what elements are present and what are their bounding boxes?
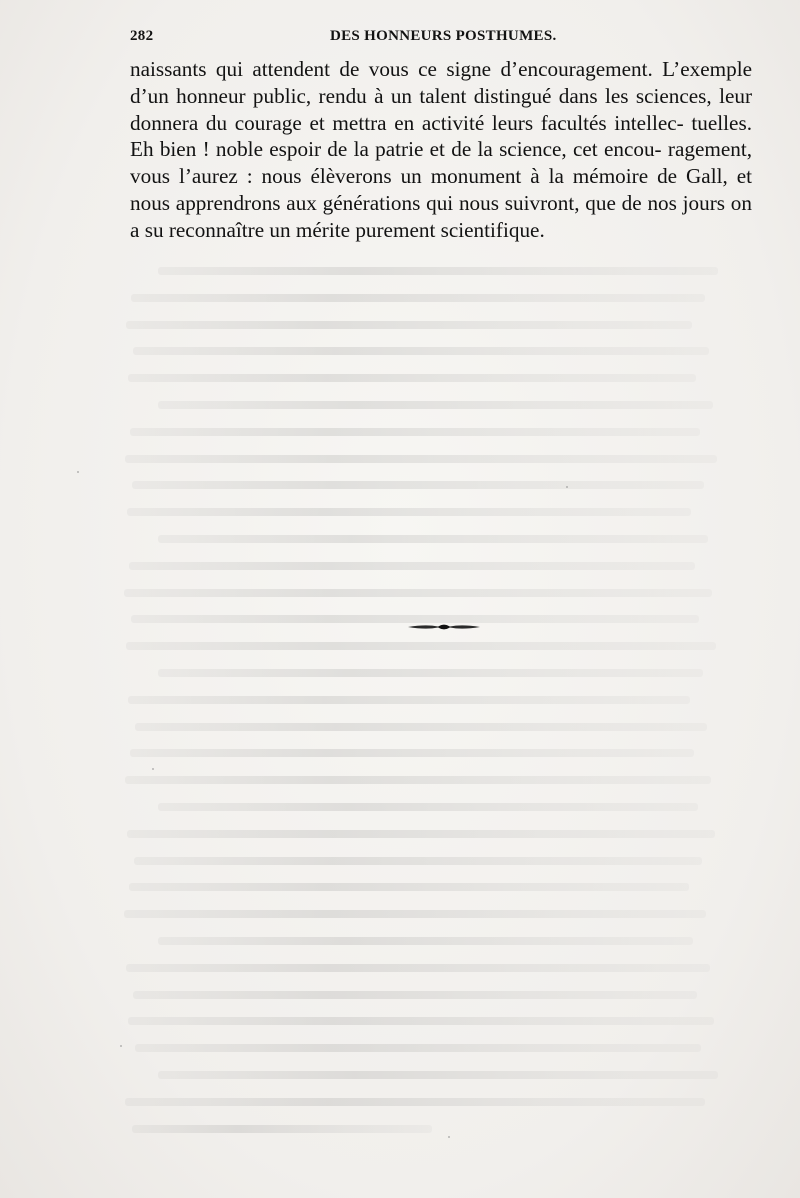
show-through-line [135,1044,701,1052]
paper-speck [448,1136,450,1138]
show-through-line [125,776,711,784]
show-through-line [158,535,708,543]
show-through-line [132,1125,432,1133]
paper-speck [120,1045,122,1047]
text-line: ragement, vous l’aurez : nous élèverons un monument à la mémoire [130,137,753,189]
section-divider-ornament-icon [408,622,480,632]
show-through-line [124,589,712,597]
paper-speck [77,471,79,473]
show-through-line [158,803,698,811]
show-through-line [129,883,689,891]
text-line: de Gall, et nous apprendrons aux générations qui nous suivront, que [130,164,752,215]
page-number: 282 [130,28,154,44]
text-line: leur donnera du courage et mettra en activité leurs facultés intellec- [130,83,753,135]
show-through-line [126,964,710,972]
show-through-line [130,428,700,436]
show-through-line [158,267,718,275]
show-through-line [132,481,704,489]
show-through-line [126,642,716,650]
text-line: de nos jours on a su reconnaître un mérite purement scientifique. [130,190,752,242]
show-through-line [128,1017,714,1025]
show-through-line [158,1071,718,1079]
show-through-line [124,910,706,918]
show-through-line [130,749,694,757]
running-title: DES HONNEURS POSTHUMES. [330,28,557,44]
show-through-line [126,321,692,329]
show-through-line [158,401,713,409]
show-through-line [127,830,715,838]
show-through-line [131,294,705,302]
show-through-line [128,374,696,382]
show-through-texture [118,258,758,1138]
show-through-line [125,455,717,463]
body-paragraph [130,56,752,244]
show-through-line [135,723,707,731]
paper-speck [566,486,568,488]
show-through-line [128,696,690,704]
page-header [130,28,752,50]
show-through-line [127,508,691,516]
show-through-line [158,669,703,677]
show-through-line [129,562,695,570]
paper-speck [152,768,154,770]
show-through-line [134,857,702,865]
show-through-line [158,937,693,945]
text-line: d’un honneur public, rendu à un talent distingué dans les sciences, [130,83,712,108]
show-through-line [133,347,709,355]
show-through-line [133,991,697,999]
show-through-line [125,1098,705,1106]
text-line: tuelles. Eh bien ! noble espoir de la patrie et de la science, cet encou- [130,110,752,162]
text-line: naissants qui attendent de vous ce signe d’encouragement. L’exemple [130,57,752,81]
